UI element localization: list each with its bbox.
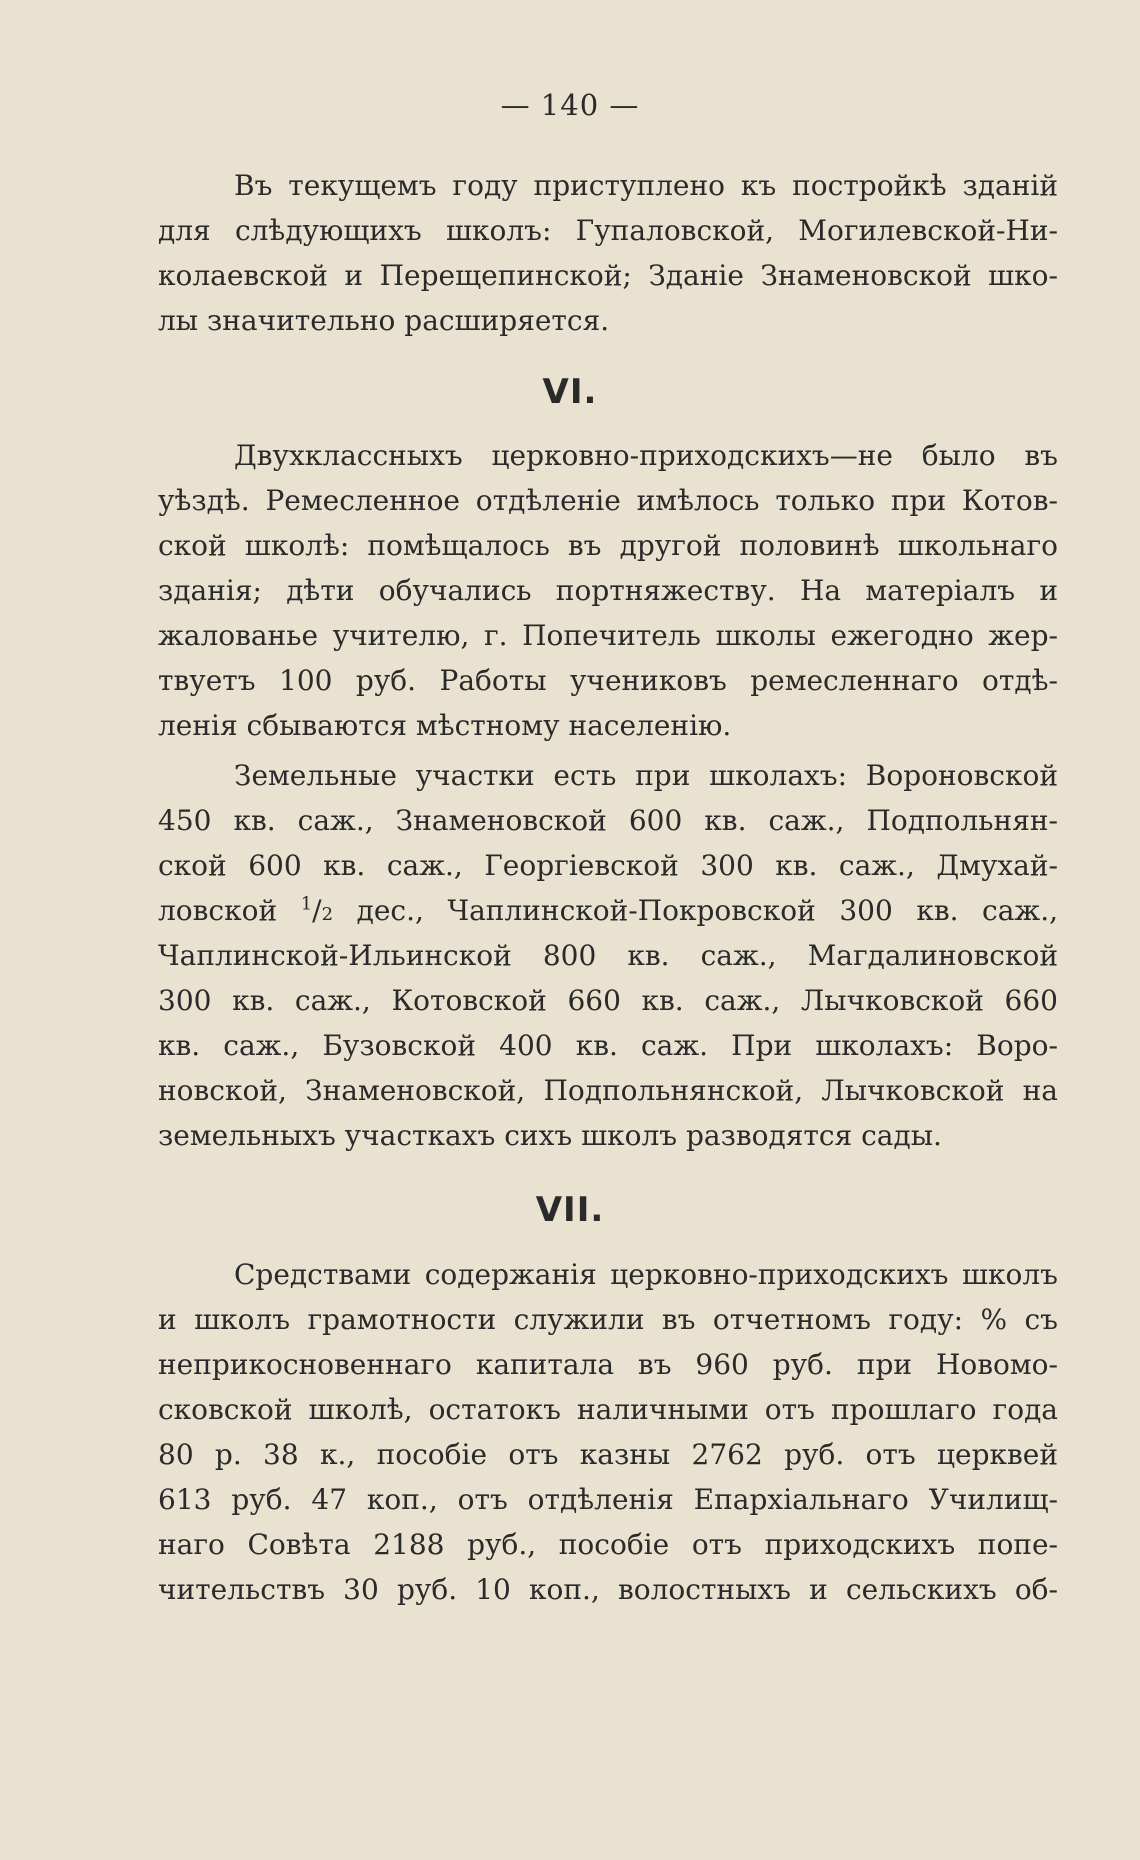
fraction-separator: / bbox=[312, 894, 322, 927]
paragraph-construction bbox=[158, 163, 1058, 343]
text-line: наго Совѣта 2188 руб., пособіе отъ приходскихъ попе- bbox=[158, 1528, 1058, 1561]
text-line: Въ текущемъ году приступлено къ постройкѣ зданій bbox=[234, 169, 1058, 202]
section-heading-vi: VI. bbox=[542, 372, 598, 412]
text-fragment: дес., Чаплинской-Покровской 300 кв. саж., bbox=[333, 894, 1058, 927]
text-line: 450 кв. саж., Знаменовской 600 кв. саж., Подпольнян- bbox=[158, 804, 1058, 837]
text-line: колаевской и Перещепинской; Зданіе Знаменовской шко- bbox=[158, 259, 1058, 292]
fraction-numerator: 1 bbox=[300, 893, 313, 915]
text-line: сковской школѣ, остатокъ наличными отъ прошлаго года bbox=[158, 1393, 1058, 1426]
text-line: ленія сбываются мѣстному населенію. bbox=[158, 709, 732, 742]
text-line: 80 р. 38 к., пособіе отъ казны 2762 руб. отъ церквей bbox=[158, 1438, 1058, 1471]
text-fragment: ловской bbox=[158, 894, 301, 927]
text-line: земельныхъ участкахъ сихъ школъ разводятся сады. bbox=[158, 1119, 942, 1152]
page-number: — 140 — bbox=[500, 88, 640, 122]
text-line: новской, Знаменовской, Подпольнянской, Лычковской на bbox=[158, 1074, 1058, 1107]
text-line: 613 руб. 47 коп., отъ отдѣленія Епархіальнаго Училищ- bbox=[158, 1483, 1058, 1516]
section-heading-vii: VII. bbox=[535, 1190, 605, 1230]
fraction-denominator: 2 bbox=[321, 904, 334, 925]
text-line: зданія; дѣти обучались портняжеству. На матеріалъ и bbox=[158, 574, 1058, 607]
text-line-with-fraction bbox=[158, 888, 1058, 933]
paragraph-two-class-schools bbox=[158, 433, 1058, 748]
text-line: Чаплинской-Ильинской 800 кв. саж., Магдалиновской bbox=[158, 939, 1058, 972]
paragraph-land-plots bbox=[158, 753, 1058, 1158]
text-line: лы значительно расширяется. bbox=[158, 304, 610, 337]
text-line: уѣздѣ. Ремесленное отдѣленіе имѣлось только при Котов- bbox=[158, 484, 1058, 517]
text-line: жалованье учителю, г. Попечитель школы ежегодно жер- bbox=[158, 619, 1058, 652]
text-line: неприкосновеннаго капитала въ 960 руб. при Новомо- bbox=[158, 1348, 1058, 1381]
text-line: твуетъ 100 руб. Работы учениковъ ремесленнаго отдѣ- bbox=[158, 664, 1058, 697]
text-line: 300 кв. саж., Котовской 660 кв. саж., Лычковской 660 bbox=[158, 984, 1058, 1017]
paragraph-funding bbox=[158, 1252, 1058, 1612]
text-line: Двухклассныхъ церковно-приходскихъ—не было въ bbox=[234, 439, 1058, 472]
text-line: ской 600 кв. саж., Георгіевской 300 кв. саж., Дмухай- bbox=[158, 849, 1058, 882]
text-line: ской школѣ: помѣщалось въ другой половинѣ школьнаго bbox=[158, 529, 1058, 562]
text-line: кв. саж., Бузовской 400 кв. саж. При школахъ: Воро- bbox=[158, 1029, 1058, 1062]
text-line: чительствъ 30 руб. 10 коп., волостныхъ и сельскихъ об- bbox=[158, 1573, 1058, 1606]
text-line: Земельные участки есть при школахъ: Вороновской bbox=[234, 759, 1058, 792]
text-line: Средствами содержанія церковно-приходскихъ школъ bbox=[234, 1258, 1058, 1291]
text-line: для слѣдующихъ школъ: Гупаловской, Могилевской-Ни- bbox=[158, 214, 1058, 247]
text-line: и школъ грамотности служили въ отчетномъ году: % съ bbox=[158, 1303, 1058, 1336]
